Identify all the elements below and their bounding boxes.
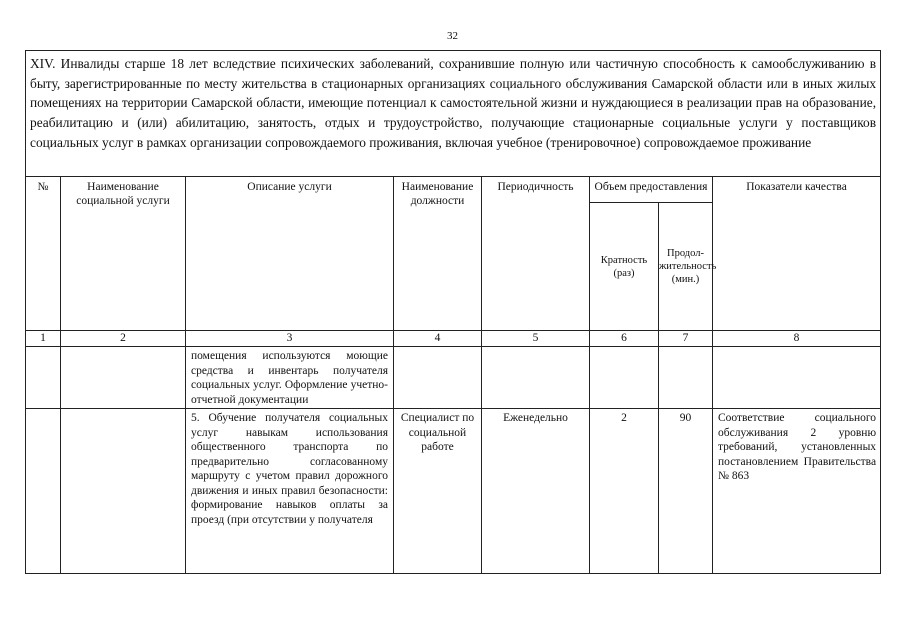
header-quality: Показатели качества: [713, 177, 881, 331]
cell-periodicity: Еженедельно: [482, 409, 590, 574]
cell-no: [26, 347, 61, 409]
page-number: 32: [447, 30, 458, 42]
cell-description: помещения используются моющие средства и инвентарь получателя социальных услуг. Оформление учетно-отчетной документации: [186, 347, 394, 409]
column-number: 3: [186, 331, 394, 347]
cell-no: [26, 409, 61, 574]
cell-duration: [659, 347, 713, 409]
header-multiplicity: Кратность (раз): [590, 203, 659, 331]
header-no: №: [26, 177, 61, 331]
column-number: 8: [713, 331, 881, 347]
cell-position: Специалист по социальной работе: [394, 409, 482, 574]
header-row: [26, 177, 881, 203]
header-duration: Продол-жительность (мин.): [659, 203, 713, 331]
services-table: [25, 50, 881, 574]
section-heading: XIV. Инвалиды старше 18 лет вследствие психических заболеваний, сохранившие полную или частичную способность к самообслуживанию в быту, зарегистрированные по месту жительства в стационарных организациях социального обслуживания Самарской области или в иных жилых помещениях на территории Самарской области, имеющие потенциал к самостоятельной жизни и нуждающиеся в реализации прав на образование, реабилитацию и (или) абилитацию, занятость, отдых и трудоустройство, получающие стационарные социальные услуги у поставщиков социальных услуг в рамках организации сопровождаемого проживания, включая учебное (тренировочное) сопровождаемое проживание: [26, 51, 881, 177]
column-number: 7: [659, 331, 713, 347]
header-service-name: Наименование социальной услуги: [61, 177, 186, 331]
column-number: 6: [590, 331, 659, 347]
column-number: 1: [26, 331, 61, 347]
header-volume: Объем предоставления: [590, 177, 713, 203]
cell-service-name: [61, 409, 186, 574]
cell-multiplicity: [590, 347, 659, 409]
header-description: Описание услуги: [186, 177, 394, 331]
column-number-row: [26, 331, 881, 347]
header-periodicity: Периодичность: [482, 177, 590, 331]
column-number: 5: [482, 331, 590, 347]
table-row: [26, 347, 881, 409]
cell-quality: Соответствие социального обслуживания 2 уровню требований, установленных постановлением Правительства № 863: [713, 409, 881, 574]
section-heading-row: [26, 51, 881, 177]
column-number: 2: [61, 331, 186, 347]
cell-position: [394, 347, 482, 409]
cell-multiplicity: 2: [590, 409, 659, 574]
cell-quality: [713, 347, 881, 409]
column-number: 4: [394, 331, 482, 347]
cell-duration: 90: [659, 409, 713, 574]
table-row: [26, 409, 881, 574]
cell-description: 5. Обучение получателя социальных услуг навыкам использования общественного транспорта по предварительно согласованному маршруту с учетом правил дорожного движения и иных правил безопасности: формирование навыков оплаты за проезд (при отсутствии у получателя: [186, 409, 394, 574]
cell-service-name: [61, 347, 186, 409]
cell-periodicity: [482, 347, 590, 409]
header-position: Наименование должности: [394, 177, 482, 331]
